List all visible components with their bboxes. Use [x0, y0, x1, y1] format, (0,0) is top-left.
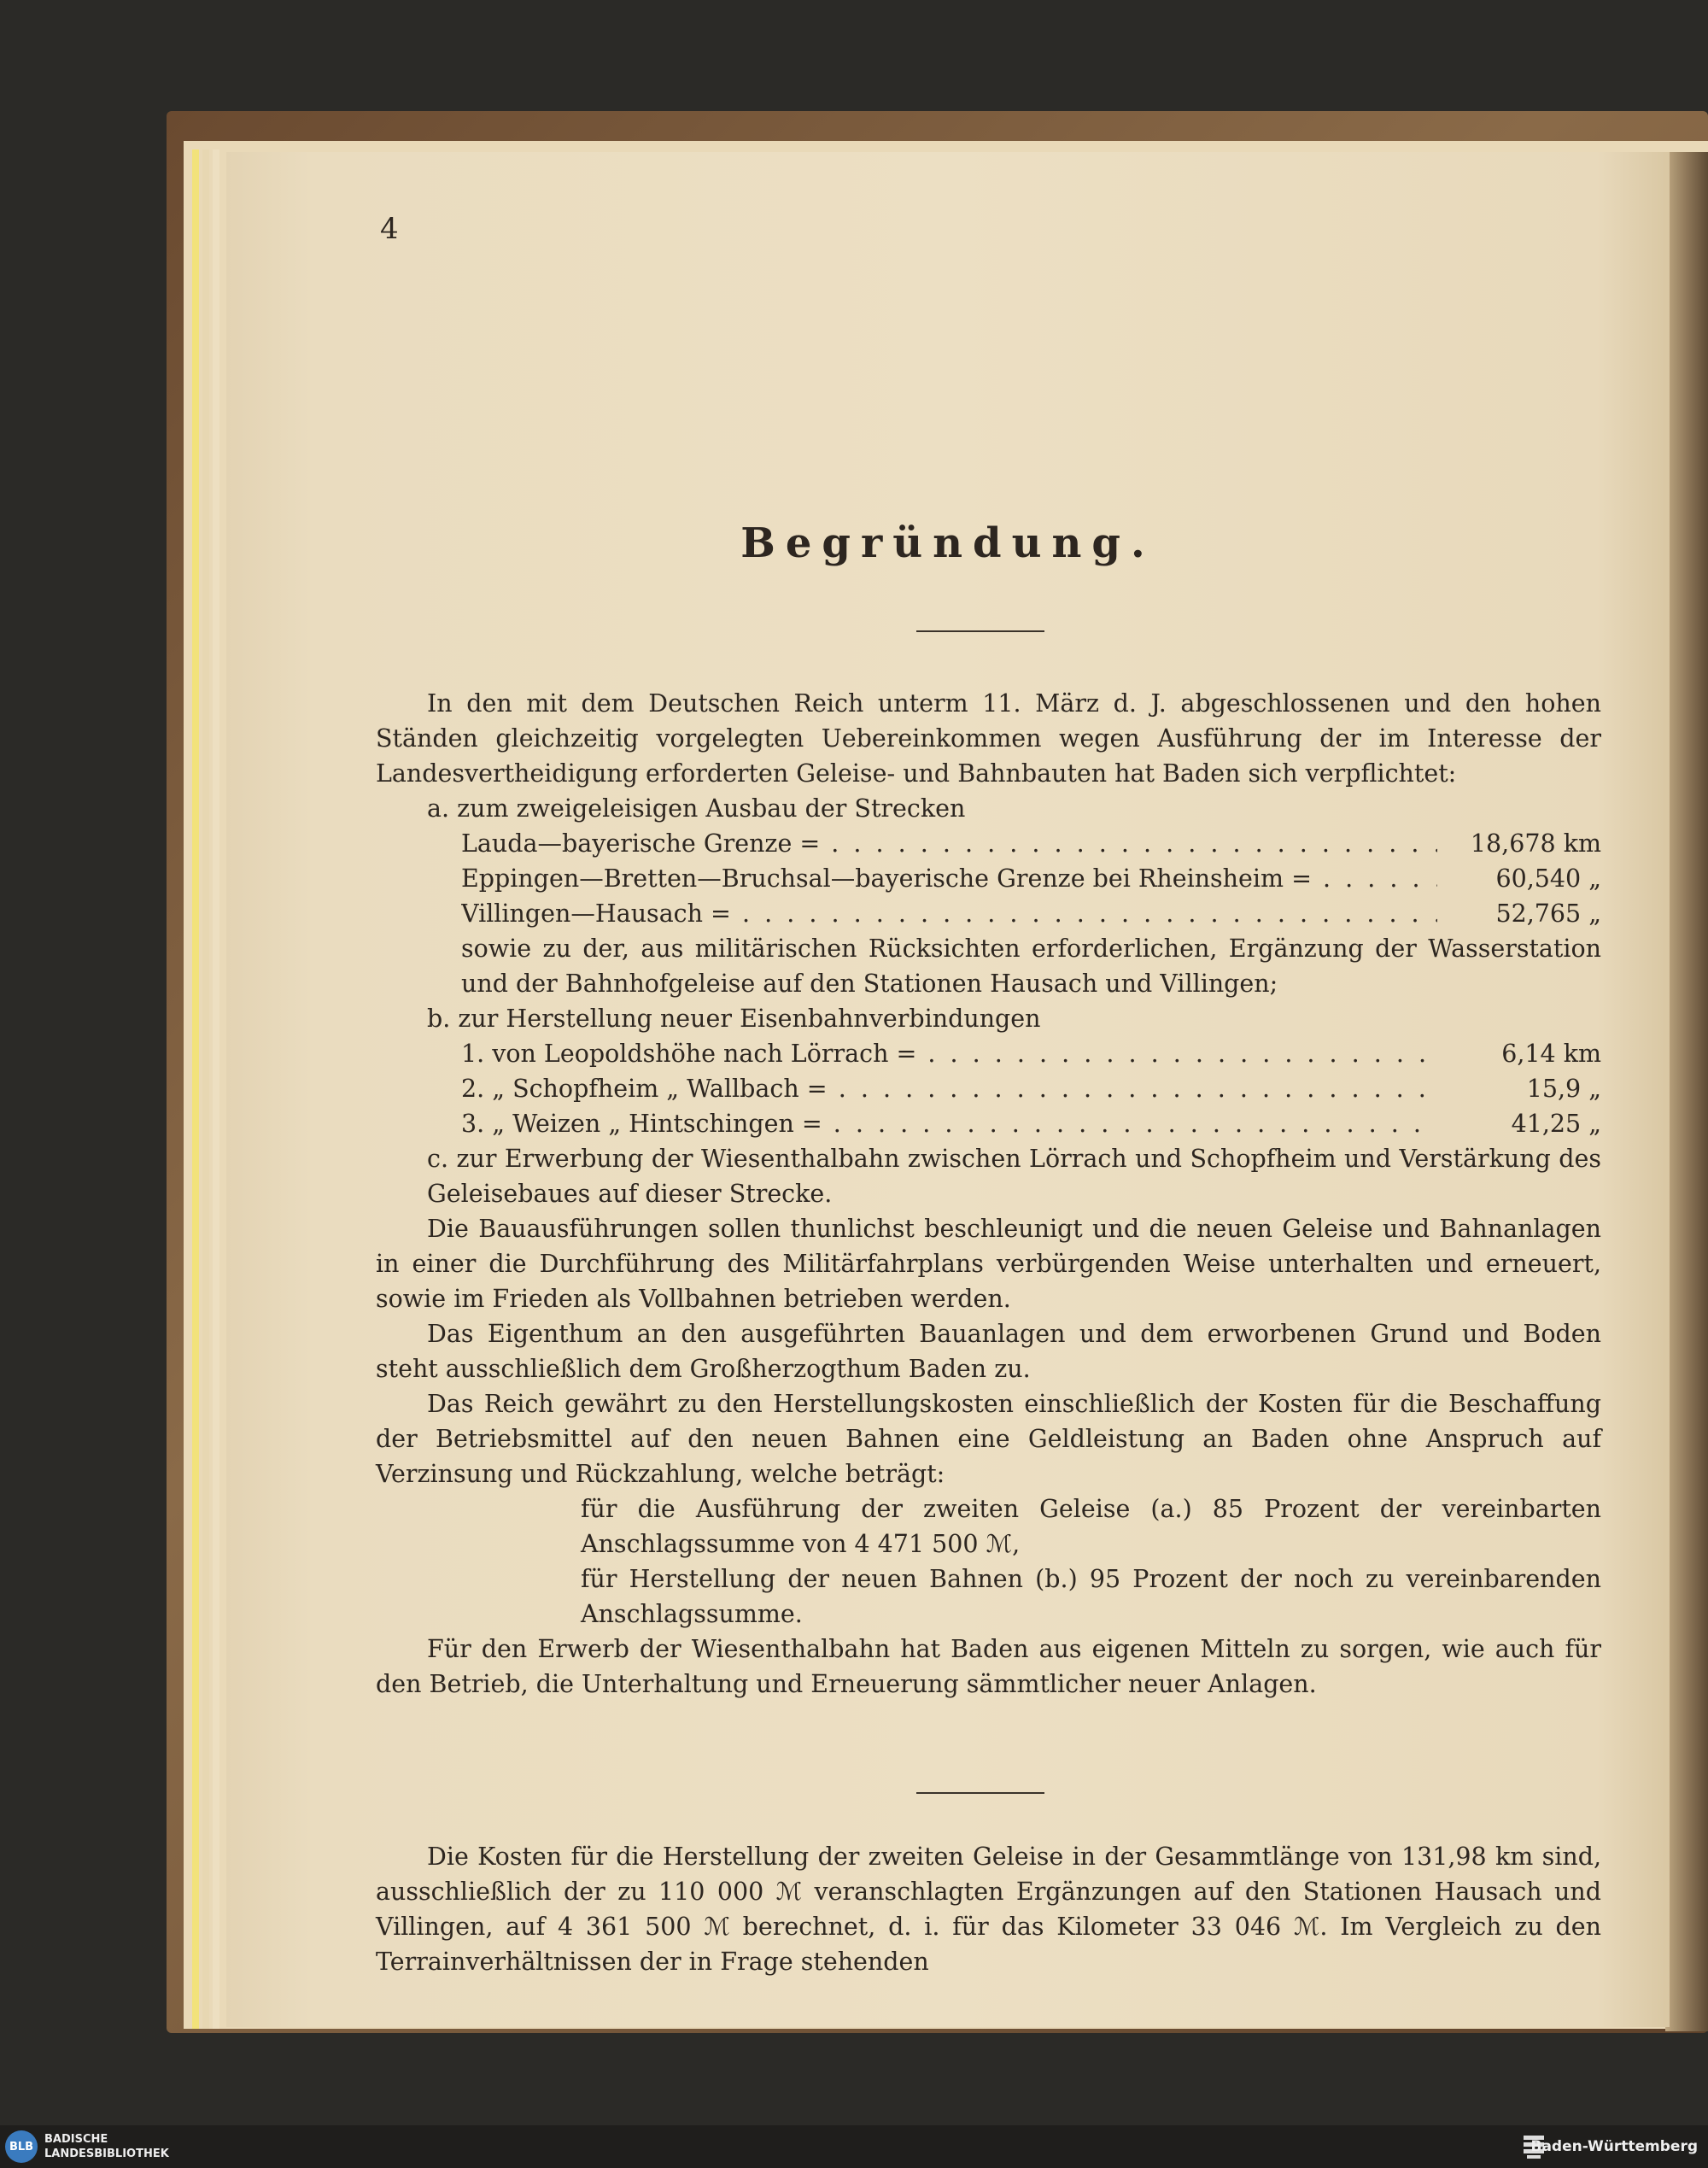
book-gutter: [1665, 152, 1708, 2031]
row-value: 18,678 km: [1470, 829, 1601, 858]
paragraph: für die Ausführung der zweiten Geleise (a.) 85 Prozent der vereinbarten Anschlagssumme von 4 471 500 ℳ,: [581, 1495, 1601, 1558]
list-row: [461, 1036, 1601, 1071]
row-label: 2. „ Schopfheim „ Wallbach = . . .: [461, 1071, 1437, 1106]
list-b-items: [376, 1036, 1601, 1141]
divider: [916, 630, 1044, 632]
divider: [916, 1792, 1044, 1794]
page-heading: Begründung.: [740, 519, 1155, 567]
library-name-line: BADISCHE: [44, 2133, 108, 2146]
paragraph: In den mit dem Deutschen Reich unterm 11. März d. J. abgeschlossenen und den hohen Ständen gleichzeitig vorgelegten Uebereinkommen wegen Ausführung der im Interesse der Landesvertheidigung erforderten Geleise- und Bahnbauten hat Baden sich verpflichtet:: [376, 689, 1601, 788]
row-label: 3. „ Weizen „ Hintschingen = . . .: [461, 1106, 1437, 1141]
list-row: [461, 826, 1601, 861]
list-row: [461, 1106, 1601, 1141]
row-value: 52,765 „: [1495, 899, 1601, 928]
row-value: 60,540 „: [1495, 864, 1601, 893]
paragraph: Die Bauausführungen sollen thunlichst beschleunigt und die neuen Geleise und Bahnanlagen in einer die Durchführung des Militärfahrplans verbürgenden Weise unterhalten und erneuert, sowie im Frieden als Vollbahnen betrieben werden.: [376, 1215, 1601, 1313]
paragraph: Das Reich gewährt zu den Herstellungskosten einschließlich der Kosten für die Beschaffung der Betriebsmittel auf den neuen Bahnen eine Geldleistung an Baden ohne Anspruch auf Verzinsung und Rückzahlung, welche beträgt:: [376, 1390, 1601, 1488]
main-text: [376, 686, 1601, 1702]
page-edge: [192, 149, 199, 2029]
list-row: [461, 861, 1601, 896]
row-value: 15,9 „: [1526, 1075, 1601, 1103]
list-item-c: c. zur Erwerbung der Wiesenthalbahn zwischen Lörrach und Schopfheim und Verstärkung des Geleisebaues auf dieser Strecke.: [427, 1145, 1601, 1208]
paragraph: Das Eigenthum an den ausgeführten Bauanlagen und dem erworbenen Grund und Boden steht ausschließlich dem Großherzogthum Baden zu.: [376, 1320, 1601, 1383]
row-label: Eppingen—Bretten—Bruchsal—bayerische Grenze bei Rheinsheim = . . .: [461, 861, 1437, 896]
state-name[interactable]: Baden-Württemberg: [1530, 2138, 1698, 2155]
row-label: Lauda—bayerische Grenze = . . .: [461, 826, 1437, 861]
page-edge: [202, 149, 209, 2029]
footer-bar: [0, 2125, 1708, 2168]
row-label: Villingen—Hausach = . . .: [461, 896, 1437, 931]
list-item-b: b. zur Herstellung neuer Eisenbahnverbindungen: [427, 1005, 1041, 1033]
main-text-continued: [376, 1839, 1601, 1979]
library-name-line: LANDESBIBLIOTHEK: [44, 2147, 169, 2160]
list-a-items: [376, 826, 1601, 1001]
library-name: [44, 2132, 169, 2161]
page-number: 4: [380, 212, 399, 246]
blb-logo-icon[interactable]: BLB: [5, 2130, 38, 2163]
list-item-a: a. zum zweigeleisigen Ausbau der Strecken: [427, 794, 966, 823]
row-value: 6,14 km: [1501, 1040, 1601, 1068]
row-label: 1. von Leopoldshöhe nach Lörrach = . . .: [461, 1036, 1437, 1071]
book-page: [226, 152, 1670, 2027]
row-value: 41,25 „: [1511, 1110, 1601, 1138]
list-row: [461, 1071, 1601, 1106]
list-row: [461, 896, 1601, 931]
paragraph: für Herstellung der neuen Bahnen (b.) 95 Prozent der noch zu vereinbarenden Anschlagssumme.: [581, 1565, 1601, 1628]
paragraph: sowie zu der, aus militärischen Rücksichten erforderlichen, Ergänzung der Wasserstation und der Bahnhofgeleise auf den Stationen Hausach und Villingen;: [461, 935, 1601, 998]
page-edge: [213, 149, 219, 2029]
paragraph: Für den Erwerb der Wiesenthalbahn hat Baden aus eigenen Mitteln zu sorgen, wie auch für den Betrieb, die Unterhaltung und Erneuerung sämmtlicher neuer Anlagen.: [376, 1635, 1601, 1698]
paragraph: Die Kosten für die Herstellung der zweiten Geleise in der Gesammtlänge von 131,98 km sind, ausschließlich der zu 110 000 ℳ veranschlagten Ergänzungen auf den Stationen Hausach und Villingen, auf 4 361 500 ℳ berechnet, d. i. für das Kilometer 33 046 ℳ. Im Vergleich zu den Terrainverhältnissen der in Frage stehenden: [376, 1843, 1601, 1976]
